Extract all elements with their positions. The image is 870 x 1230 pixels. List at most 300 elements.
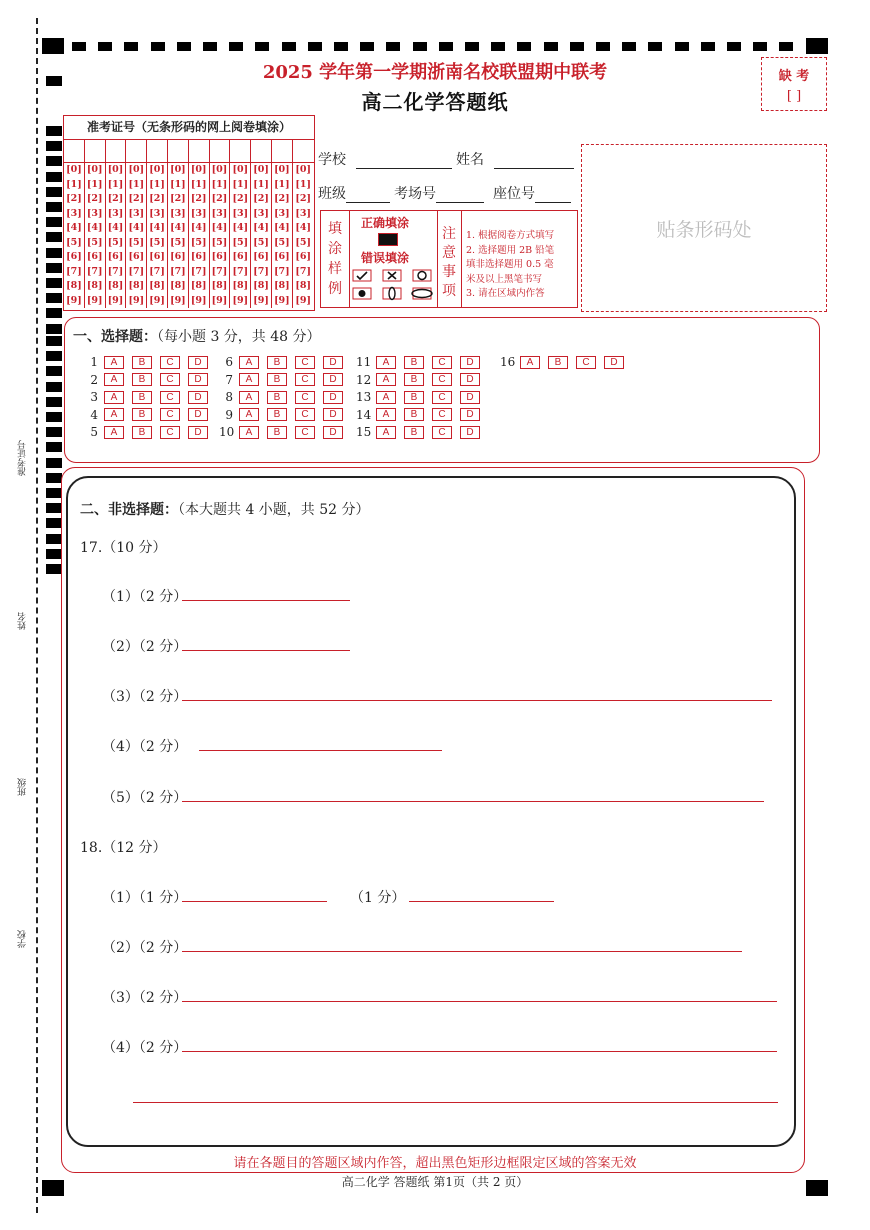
q17-part5-answer-line[interactable] — [182, 801, 764, 802]
mc-option-bubble[interactable]: B — [132, 426, 152, 439]
mc-question-number: 12 — [356, 372, 372, 387]
mc-option-bubble[interactable]: A — [104, 426, 124, 439]
exam-id-column — [147, 140, 168, 308]
exam-id-bubble[interactable]: [0] — [253, 164, 269, 175]
exam-id-bubble[interactable]: [2] — [149, 193, 165, 204]
timing-mark — [570, 42, 584, 51]
exam-id-bubble[interactable]: [6] — [149, 251, 165, 262]
exam-id-write-box[interactable] — [251, 140, 271, 163]
exam-id-bubble[interactable]: [6] — [253, 251, 269, 262]
exam-id-bubble[interactable]: [6] — [170, 251, 186, 262]
fill-sample-label: 填涂样例 — [328, 221, 342, 297]
exam-id-bubble[interactable]: [9] — [211, 294, 228, 306]
exam-id-bubble[interactable]: [5] — [149, 236, 165, 248]
exam-id-bubble[interactable]: [4] — [149, 222, 165, 233]
mc-question-number: 5 — [90, 425, 98, 439]
mc-option-bubble[interactable]: A — [376, 391, 396, 404]
exam-id-bubble[interactable]: [5] — [295, 236, 311, 248]
school-label: 学校 — [318, 152, 346, 168]
exam-id-bubble[interactable]: [2] — [274, 193, 290, 204]
exam-id-bubble[interactable]: [0] — [274, 164, 290, 175]
exam-id-write-box[interactable] — [126, 140, 146, 163]
mc-option-bubble[interactable]: D — [188, 356, 208, 369]
name-input-line[interactable] — [494, 154, 574, 169]
exam-id-bubble[interactable]: [9] — [190, 294, 207, 306]
school-input-line[interactable] — [356, 154, 452, 169]
mc-option-bubble[interactable]: A — [520, 356, 540, 369]
mc-question-number: 16 — [500, 355, 516, 369]
exam-id-bubble[interactable]: [3] — [253, 207, 269, 219]
barcode-area[interactable]: 贴条形码处 — [581, 144, 827, 312]
timing-mark — [46, 232, 62, 242]
exam-id-bubble[interactable]: [5] — [274, 236, 290, 248]
timing-mark — [491, 42, 505, 51]
q18-part4-answer-line[interactable] — [182, 1051, 777, 1052]
mc-question-number: 10 — [219, 425, 235, 439]
exam-id-bubble[interactable]: [0] — [170, 164, 186, 175]
q18-label: 18.（12 分） — [80, 840, 167, 856]
mc-option-bubble[interactable]: A — [376, 426, 396, 439]
exam-id-column — [251, 140, 272, 308]
exam-id-bubble[interactable]: [1] — [253, 178, 269, 190]
exam-id-bubble[interactable]: [8] — [66, 280, 82, 291]
exam-id-bubble[interactable]: [4] — [232, 222, 249, 233]
mc-option-bubble[interactable]: D — [323, 391, 343, 404]
mc-option-bubble[interactable]: A — [376, 373, 396, 386]
exam-id-write-box[interactable] — [230, 140, 250, 163]
mc-option-bubble[interactable]: C — [160, 426, 180, 439]
exam-id-bubble[interactable]: [7] — [149, 265, 165, 277]
exam-id-bubble[interactable]: [2] — [107, 193, 124, 204]
q17-part4-label: （4）（2 分） — [102, 739, 188, 755]
q17-part3-answer-line[interactable] — [182, 700, 772, 701]
mc-option-bubble[interactable]: D — [460, 408, 480, 421]
exam-id-bubble[interactable]: [7] — [190, 265, 207, 277]
timing-mark — [46, 248, 62, 258]
mc-option-bubble[interactable]: D — [188, 426, 208, 439]
q17-part2-answer-line[interactable] — [182, 650, 350, 651]
timing-mark — [46, 126, 62, 136]
q17-part1-answer-line[interactable] — [182, 600, 350, 601]
mc-option-bubble[interactable]: C — [432, 373, 452, 386]
mc-option-bubble[interactable]: B — [267, 426, 287, 439]
exam-id-bubble[interactable]: [9] — [295, 294, 311, 306]
mc-option-bubble[interactable]: B — [404, 391, 424, 404]
exam-id-bubble[interactable]: [9] — [274, 294, 290, 306]
note-line: 米及以上黑笔书写 — [466, 273, 543, 285]
timing-mark — [46, 263, 62, 273]
mc-option-bubble[interactable]: A — [376, 356, 396, 369]
exam-id-write-box[interactable] — [189, 140, 209, 163]
timing-mark — [46, 382, 62, 392]
school-field[interactable] — [318, 149, 452, 169]
mc-question-row — [500, 355, 632, 369]
mc-option-bubble[interactable]: A — [239, 373, 259, 386]
timing-mark — [46, 366, 62, 376]
exam-id-write-box[interactable] — [210, 140, 230, 163]
page-footer: 高二化学 答题纸 第1页（共 2 页） — [341, 1175, 529, 1189]
timing-mark — [596, 42, 610, 51]
mc-option-bubble[interactable]: D — [460, 426, 480, 439]
mc-option-bubble[interactable]: D — [604, 356, 624, 369]
exam-id-bubble[interactable]: [9] — [253, 294, 269, 306]
mc-question-row — [84, 373, 216, 387]
exam-id-bubble[interactable]: [1] — [128, 178, 145, 190]
exam-id-bubble[interactable]: [3] — [107, 207, 124, 219]
q18-part1b-answer-line[interactable] — [409, 901, 554, 902]
mc-question-number: 9 — [225, 407, 233, 422]
corner-mark-top-left — [42, 38, 64, 54]
exam-id-bubble[interactable]: [9] — [170, 294, 186, 306]
exam-id-write-box[interactable] — [272, 140, 292, 163]
exam-id-bubble[interactable]: [7] — [253, 265, 269, 277]
mc-option-bubble[interactable]: C — [160, 408, 180, 421]
mc-option-bubble[interactable]: C — [295, 391, 315, 404]
timing-mark — [701, 42, 715, 51]
exam-id-column — [168, 140, 189, 308]
mc-question-number: 13 — [356, 390, 372, 404]
note-line: 2. 选择题用 2B 铅笔 — [466, 244, 555, 256]
room-input-line[interactable] — [436, 188, 484, 203]
mc-option-bubble[interactable]: B — [404, 426, 424, 439]
exam-id-bubble[interactable]: [2] — [170, 193, 186, 204]
mc-option-bubble[interactable]: D — [188, 391, 208, 404]
mc-option-bubble[interactable]: A — [104, 408, 124, 421]
timing-mark — [779, 42, 793, 51]
exam-id-bubble[interactable]: [9] — [128, 294, 145, 306]
mc-option-bubble[interactable]: B — [132, 373, 152, 386]
wrong-fill-icons — [349, 266, 437, 304]
timing-mark — [648, 42, 662, 51]
exam-id-bubble[interactable]: [6] — [211, 251, 228, 262]
absent-box[interactable] — [761, 57, 827, 111]
exam-id-bubble[interactable]: [4] — [190, 222, 207, 233]
mc-option-bubble[interactable]: D — [323, 373, 343, 386]
name-field[interactable] — [456, 149, 574, 169]
correct-fill-label: 正确填涂 — [361, 216, 410, 230]
mc-option-bubble[interactable]: A — [104, 373, 124, 386]
exam-id-bubble[interactable]: [3] — [232, 207, 249, 219]
exam-id-bubble[interactable]: [9] — [66, 294, 82, 306]
q18-part4-extra-answer-line[interactable] — [133, 1102, 778, 1103]
exam-id-bubble[interactable]: [0] — [190, 164, 207, 175]
mc-option-bubble[interactable]: D — [323, 408, 343, 421]
exam-id-bubble[interactable]: [8] — [149, 280, 165, 291]
exam-id-bubble[interactable]: [6] — [232, 251, 249, 262]
exam-id-bubble[interactable]: [9] — [149, 294, 165, 306]
q17-part4-answer-line[interactable] — [199, 750, 442, 751]
mc-question-row — [356, 408, 488, 422]
exam-id-bubble[interactable]: [6] — [295, 251, 311, 262]
timing-mark — [360, 42, 374, 51]
exam-id-write-box[interactable] — [168, 140, 188, 163]
mc-option-bubble[interactable]: C — [295, 373, 315, 386]
exam-id-bubble[interactable]: [2] — [190, 193, 207, 204]
exam-id-bubble[interactable]: [3] — [274, 207, 290, 219]
exam-id-bubble[interactable]: [7] — [107, 265, 124, 277]
mc-question-number: 3 — [90, 390, 98, 404]
mc-option-bubble[interactable]: A — [239, 408, 259, 421]
exam-id-write-box[interactable] — [85, 140, 105, 163]
exam-id-bubble[interactable]: [4] — [66, 222, 82, 233]
timing-mark — [98, 42, 112, 51]
timing-mark — [46, 549, 62, 559]
timing-mark — [46, 336, 62, 346]
mc-option-bubble[interactable]: C — [432, 391, 452, 404]
exam-id-bubble[interactable]: [5] — [170, 236, 186, 248]
exam-id-bubble[interactable]: [8] — [295, 280, 311, 291]
mc-option-bubble[interactable]: B — [132, 356, 152, 369]
exam-id-bubble[interactable]: [1] — [232, 178, 249, 190]
exam-id-bubble[interactable]: [8] — [86, 280, 103, 291]
exam-id-bubble[interactable]: [5] — [211, 236, 228, 248]
exam-id-bubble[interactable]: [0] — [295, 164, 311, 175]
mc-option-bubble[interactable]: B — [267, 391, 287, 404]
exam-id-bubble[interactable]: [3] — [66, 207, 82, 219]
exam-id-bubble[interactable]: [1] — [295, 178, 311, 190]
mc-option-bubble[interactable]: A — [104, 391, 124, 404]
exam-id-bubble[interactable]: [7] — [295, 265, 311, 277]
timing-mark — [46, 351, 62, 361]
exam-id-bubble[interactable]: [2] — [253, 193, 269, 204]
exam-id-bubble[interactable]: [3] — [211, 207, 228, 219]
exam-id-bubble[interactable]: [7] — [128, 265, 145, 277]
exam-id-bubble[interactable]: [1] — [86, 178, 103, 190]
mc-option-bubble[interactable]: D — [188, 408, 208, 421]
mc-option-bubble[interactable]: B — [404, 356, 424, 369]
exam-id-bubble[interactable]: [7] — [211, 265, 228, 277]
section1-note: （每小题 3 分，共 48 分） — [157, 329, 321, 345]
mc-option-bubble[interactable]: B — [267, 408, 287, 421]
exam-id-bubble[interactable]: [0] — [149, 164, 165, 175]
section2-title: 二、非选择题： — [80, 502, 178, 518]
exam-id-bubble[interactable]: [4] — [86, 222, 103, 233]
exam-id-bubble[interactable]: [0] — [86, 164, 103, 175]
exam-id-bubble[interactable]: [4] — [107, 222, 124, 233]
exam-id-bubble[interactable]: [7] — [66, 265, 82, 277]
exam-id-bubble[interactable]: [1] — [211, 178, 228, 190]
mc-option-bubble[interactable]: C — [160, 373, 180, 386]
mc-option-bubble[interactable]: C — [295, 356, 315, 369]
note-line: 填非选择题用 0.5 毫 — [466, 259, 554, 270]
mc-option-bubble[interactable]: B — [132, 391, 152, 404]
exam-id-bubble[interactable]: [4] — [253, 222, 269, 233]
exam-id-bubble[interactable]: [0] — [232, 164, 249, 175]
timing-mark — [46, 427, 62, 437]
mc-option-bubble[interactable]: A — [239, 356, 259, 369]
exam-id-bubble[interactable]: [8] — [190, 280, 207, 291]
exam-id-bubble[interactable]: [6] — [274, 251, 290, 262]
q18-part1a-answer-line[interactable] — [182, 901, 327, 902]
exam-id-bubble[interactable]: [9] — [107, 294, 124, 306]
mc-option-bubble[interactable]: A — [239, 391, 259, 404]
timing-mark — [727, 42, 741, 51]
seat-field[interactable] — [493, 183, 571, 203]
side-label-name: 姓名 — [18, 612, 28, 630]
mc-option-bubble[interactable]: B — [132, 408, 152, 421]
exam-id-bubble[interactable]: [8] — [253, 280, 269, 291]
mc-option-bubble[interactable]: C — [432, 408, 452, 421]
exam-id-bubble[interactable]: [5] — [128, 236, 145, 248]
mc-option-bubble[interactable]: C — [295, 408, 315, 421]
mc-option-bubble[interactable]: B — [404, 373, 424, 386]
absent-bubble[interactable]: [ ] — [786, 89, 802, 104]
mc-option-bubble[interactable]: B — [267, 356, 287, 369]
exam-id-bubble[interactable]: [1] — [274, 178, 290, 190]
section1-title: 一、选择题： — [73, 329, 157, 345]
timing-mark — [439, 42, 453, 51]
timing-mark — [308, 42, 322, 51]
exam-id-bubble[interactable]: [3] — [149, 207, 165, 219]
timing-mark — [386, 42, 400, 51]
exam-id-bubble[interactable]: [4] — [128, 222, 145, 233]
mc-option-bubble[interactable]: D — [460, 373, 480, 386]
mc-option-bubble[interactable]: B — [548, 356, 568, 369]
timing-mark — [46, 412, 62, 422]
exam-id-bubble[interactable]: [5] — [232, 236, 249, 248]
mc-option-bubble[interactable]: A — [104, 356, 124, 369]
exam-id-column — [272, 140, 293, 308]
mc-option-bubble[interactable]: A — [239, 426, 259, 439]
timing-mark — [46, 503, 62, 513]
mc-option-bubble[interactable]: D — [323, 426, 343, 439]
exam-id-bubble[interactable]: [4] — [170, 222, 186, 233]
exam-id-bubble[interactable]: [1] — [170, 178, 186, 190]
exam-id-bubble[interactable]: [1] — [149, 178, 165, 190]
exam-id-bubble[interactable]: [0] — [107, 164, 124, 175]
exam-id-bubble[interactable]: [3] — [170, 207, 186, 219]
timing-mark — [177, 42, 191, 51]
exam-id-bubble[interactable]: [7] — [274, 265, 290, 277]
timing-mark — [675, 42, 689, 51]
exam-id-write-box[interactable] — [147, 140, 167, 163]
mc-option-bubble[interactable]: B — [404, 408, 424, 421]
exam-id-bubble[interactable]: [3] — [86, 207, 103, 219]
exam-id-bubble[interactable]: [7] — [86, 265, 103, 277]
exam-id-bubble[interactable]: [9] — [86, 294, 103, 306]
exam-id-bubble[interactable]: [6] — [66, 251, 82, 262]
mc-option-bubble[interactable]: B — [267, 373, 287, 386]
mc-option-bubble[interactable]: C — [160, 391, 180, 404]
exam-id-bubble[interactable]: [8] — [211, 280, 228, 291]
exam-id-bubble[interactable]: [8] — [170, 280, 186, 291]
note-line: 1. 根据阅卷方式填写 — [466, 230, 555, 241]
exam-id-bubble[interactable]: [2] — [86, 193, 103, 204]
exam-id-bubble[interactable]: [2] — [211, 193, 228, 204]
timing-mark — [46, 564, 62, 574]
mc-question-row — [219, 390, 351, 404]
timing-mark — [229, 42, 243, 51]
exam-id-bubble[interactable]: [9] — [232, 294, 249, 306]
timing-mark — [124, 42, 138, 51]
exam-id-bubble[interactable]: [6] — [107, 251, 124, 262]
exam-id-bubble[interactable]: [0] — [66, 164, 82, 175]
exam-id-bubble[interactable]: [2] — [128, 193, 145, 204]
exam-id-column — [230, 140, 251, 308]
exam-id-write-box[interactable] — [64, 140, 84, 163]
exam-id-bubble[interactable]: [2] — [232, 193, 249, 204]
exam-id-bubble[interactable]: [5] — [190, 236, 207, 248]
exam-id-grid — [63, 115, 315, 311]
timing-mark — [622, 42, 636, 51]
timing-mark — [46, 534, 62, 544]
exam-id-bubble[interactable]: [2] — [295, 193, 311, 204]
exam-id-bubble[interactable]: [3] — [190, 207, 207, 219]
exam-id-write-box[interactable] — [293, 140, 314, 163]
mc-option-bubble[interactable]: D — [323, 356, 343, 369]
mc-option-bubble[interactable]: C — [432, 426, 452, 439]
exam-id-bubble[interactable]: [0] — [211, 164, 228, 175]
exam-id-column — [126, 140, 147, 308]
q18-part3-answer-line[interactable] — [182, 1001, 777, 1002]
mc-option-bubble[interactable]: D — [188, 373, 208, 386]
sheet-title: 高二化学答题纸 — [361, 90, 509, 114]
exam-id-bubble[interactable]: [2] — [66, 193, 82, 204]
seat-input-line[interactable] — [535, 188, 571, 203]
exam-id-bubble[interactable]: [8] — [274, 280, 290, 291]
exam-id-bubble[interactable]: [6] — [128, 251, 145, 262]
exam-id-bubble[interactable]: [5] — [66, 236, 82, 248]
mc-option-bubble[interactable]: A — [376, 408, 396, 421]
exam-id-bubble[interactable]: [5] — [253, 236, 269, 248]
mc-option-bubble[interactable]: C — [160, 356, 180, 369]
timing-mark — [46, 324, 62, 334]
class-label: 班级 — [318, 186, 346, 202]
exam-id-bubble[interactable]: [0] — [128, 164, 145, 175]
exam-id-bubble[interactable]: [7] — [170, 265, 186, 277]
mc-option-bubble[interactable]: D — [460, 391, 480, 404]
class-field[interactable] — [318, 183, 390, 203]
exam-id-bubble[interactable]: [4] — [295, 222, 311, 233]
mc-option-bubble[interactable]: C — [576, 356, 596, 369]
mc-option-bubble[interactable]: C — [432, 356, 452, 369]
class-input-line[interactable] — [346, 188, 390, 203]
exam-id-bubble[interactable]: [3] — [295, 207, 311, 219]
mc-question-number: 7 — [225, 372, 233, 387]
mc-question-row — [356, 373, 488, 387]
exam-id-bubble[interactable]: [4] — [274, 222, 290, 233]
exam-id-bubble[interactable]: [8] — [232, 280, 249, 291]
timing-mark — [151, 42, 165, 51]
exam-id-bubble[interactable]: [4] — [211, 222, 228, 233]
exam-id-bubble[interactable]: [5] — [86, 236, 103, 248]
timing-mark — [46, 518, 62, 528]
mc-option-bubble[interactable]: C — [295, 426, 315, 439]
side-label-class: 班级 — [18, 778, 28, 796]
q18-part2-answer-line[interactable] — [182, 951, 742, 952]
exam-id-bubble[interactable]: [6] — [86, 251, 103, 262]
timing-mark — [46, 397, 62, 407]
exam-id-bubble[interactable]: [6] — [190, 251, 207, 262]
exam-id-bubble[interactable]: [1] — [66, 178, 82, 190]
exam-id-heading: 准考证号（无条形码的网上阅卷填涂） — [64, 116, 314, 140]
exam-id-bubble[interactable]: [7] — [232, 265, 249, 277]
exam-id-write-box[interactable] — [106, 140, 126, 163]
exam-id-bubble[interactable]: [3] — [128, 207, 145, 219]
exam-id-bubble[interactable]: [8] — [107, 280, 124, 291]
q17-part5-label: （5）（2 分） — [102, 790, 188, 806]
mc-question-row — [84, 355, 216, 369]
room-field[interactable] — [394, 183, 484, 203]
mc-question-number: 14 — [356, 407, 372, 422]
q18-part1b-label: （1 分） — [350, 890, 406, 906]
exam-id-bubble[interactable]: [5] — [107, 236, 124, 248]
exam-id-bubble[interactable]: [1] — [107, 178, 124, 190]
exam-id-bubble[interactable]: [1] — [190, 178, 207, 190]
mc-option-bubble[interactable]: D — [460, 356, 480, 369]
mc-question-row — [84, 390, 216, 404]
exam-id-bubble[interactable]: [8] — [128, 280, 145, 291]
